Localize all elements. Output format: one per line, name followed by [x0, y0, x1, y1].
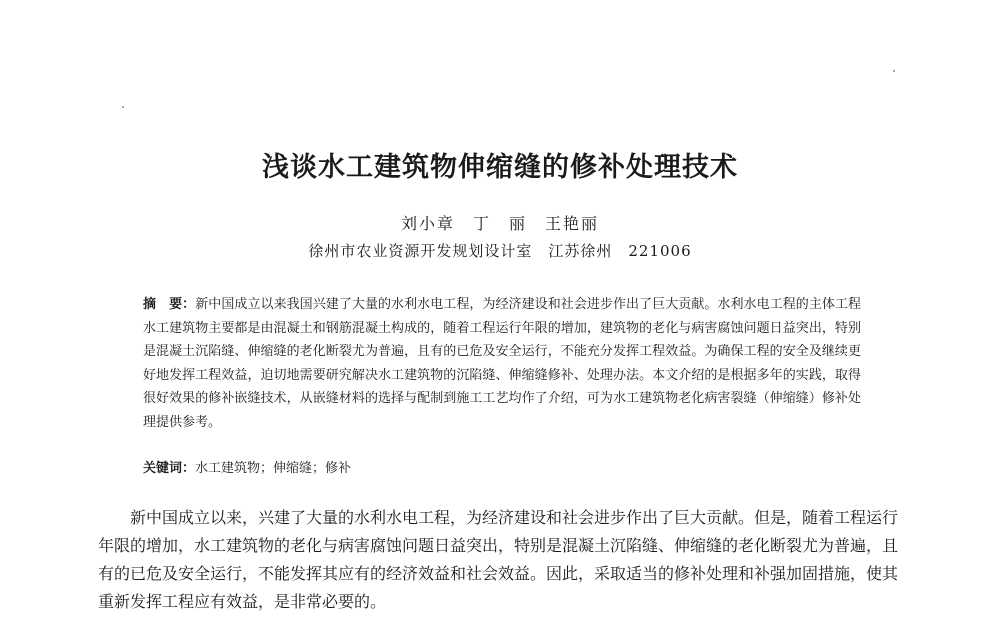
keywords-text: 水工建筑物；伸缩缝；修补 — [195, 461, 352, 476]
body-paragraph: 新中国成立以来，兴建了大量的水利水电工程，为经济建设和社会进步作出了巨大贡献。但是，随着工程运行年限的增加，水工建筑物的老化与病害腐蚀问题日益突出，特别是混凝土沉陷缝、伸缩缝的老化断裂尤为普遍，且有的已危及安全运行，不能发挥其应有的经济效益和社会效益。因此，采取适当的修补处理和补强加固措施，使其重新发挥工程应有效益，是非常必要的。 — [98, 508, 899, 611]
abstract-block — [143, 293, 861, 434]
paper-authors: 刘小章 丁 丽 王艳丽 — [400, 214, 599, 233]
scan-speck — [893, 70, 895, 72]
keywords-label: 关键词： — [143, 461, 196, 476]
paper-affiliation: 徐州市农业资源开发规划设计室 江苏徐州 221006 — [308, 242, 692, 260]
scan-speck — [122, 106, 124, 108]
abstract-label: 摘 要： — [143, 297, 196, 312]
abstract-text: 新中国成立以来我国兴建了大量的水利水电工程，为经济建设和社会进步作出了巨大贡献。水利水电工程的主体工程水工建筑物主要都是由混凝土和钢筋混凝土构成的，随着工程运行年限的增加，建筑物的老化与病害腐蚀问题日益突出，特别是混凝土沉陷缝、伸缩缝的老化断裂尤为普遍，且有的已危及安全运行，不能充分发挥工程效益。为确保工程的安全及继续更好地发挥工程效益，迫切地需要研究解决水工建筑物的沉陷缝、伸缩缝修补、处理办法。本文介绍的是根据多年的实践，取得很好效果的修补嵌缝技术，从嵌缝材料的选择与配制到施工工艺均作了介绍，可为水工建筑物老化病害裂缝（伸缩缝）修补处理提供参考。 — [143, 297, 861, 430]
paper-title: 浅谈水工建筑物伸缩缝的修补处理技术 — [262, 152, 738, 183]
keywords-block — [143, 459, 861, 479]
